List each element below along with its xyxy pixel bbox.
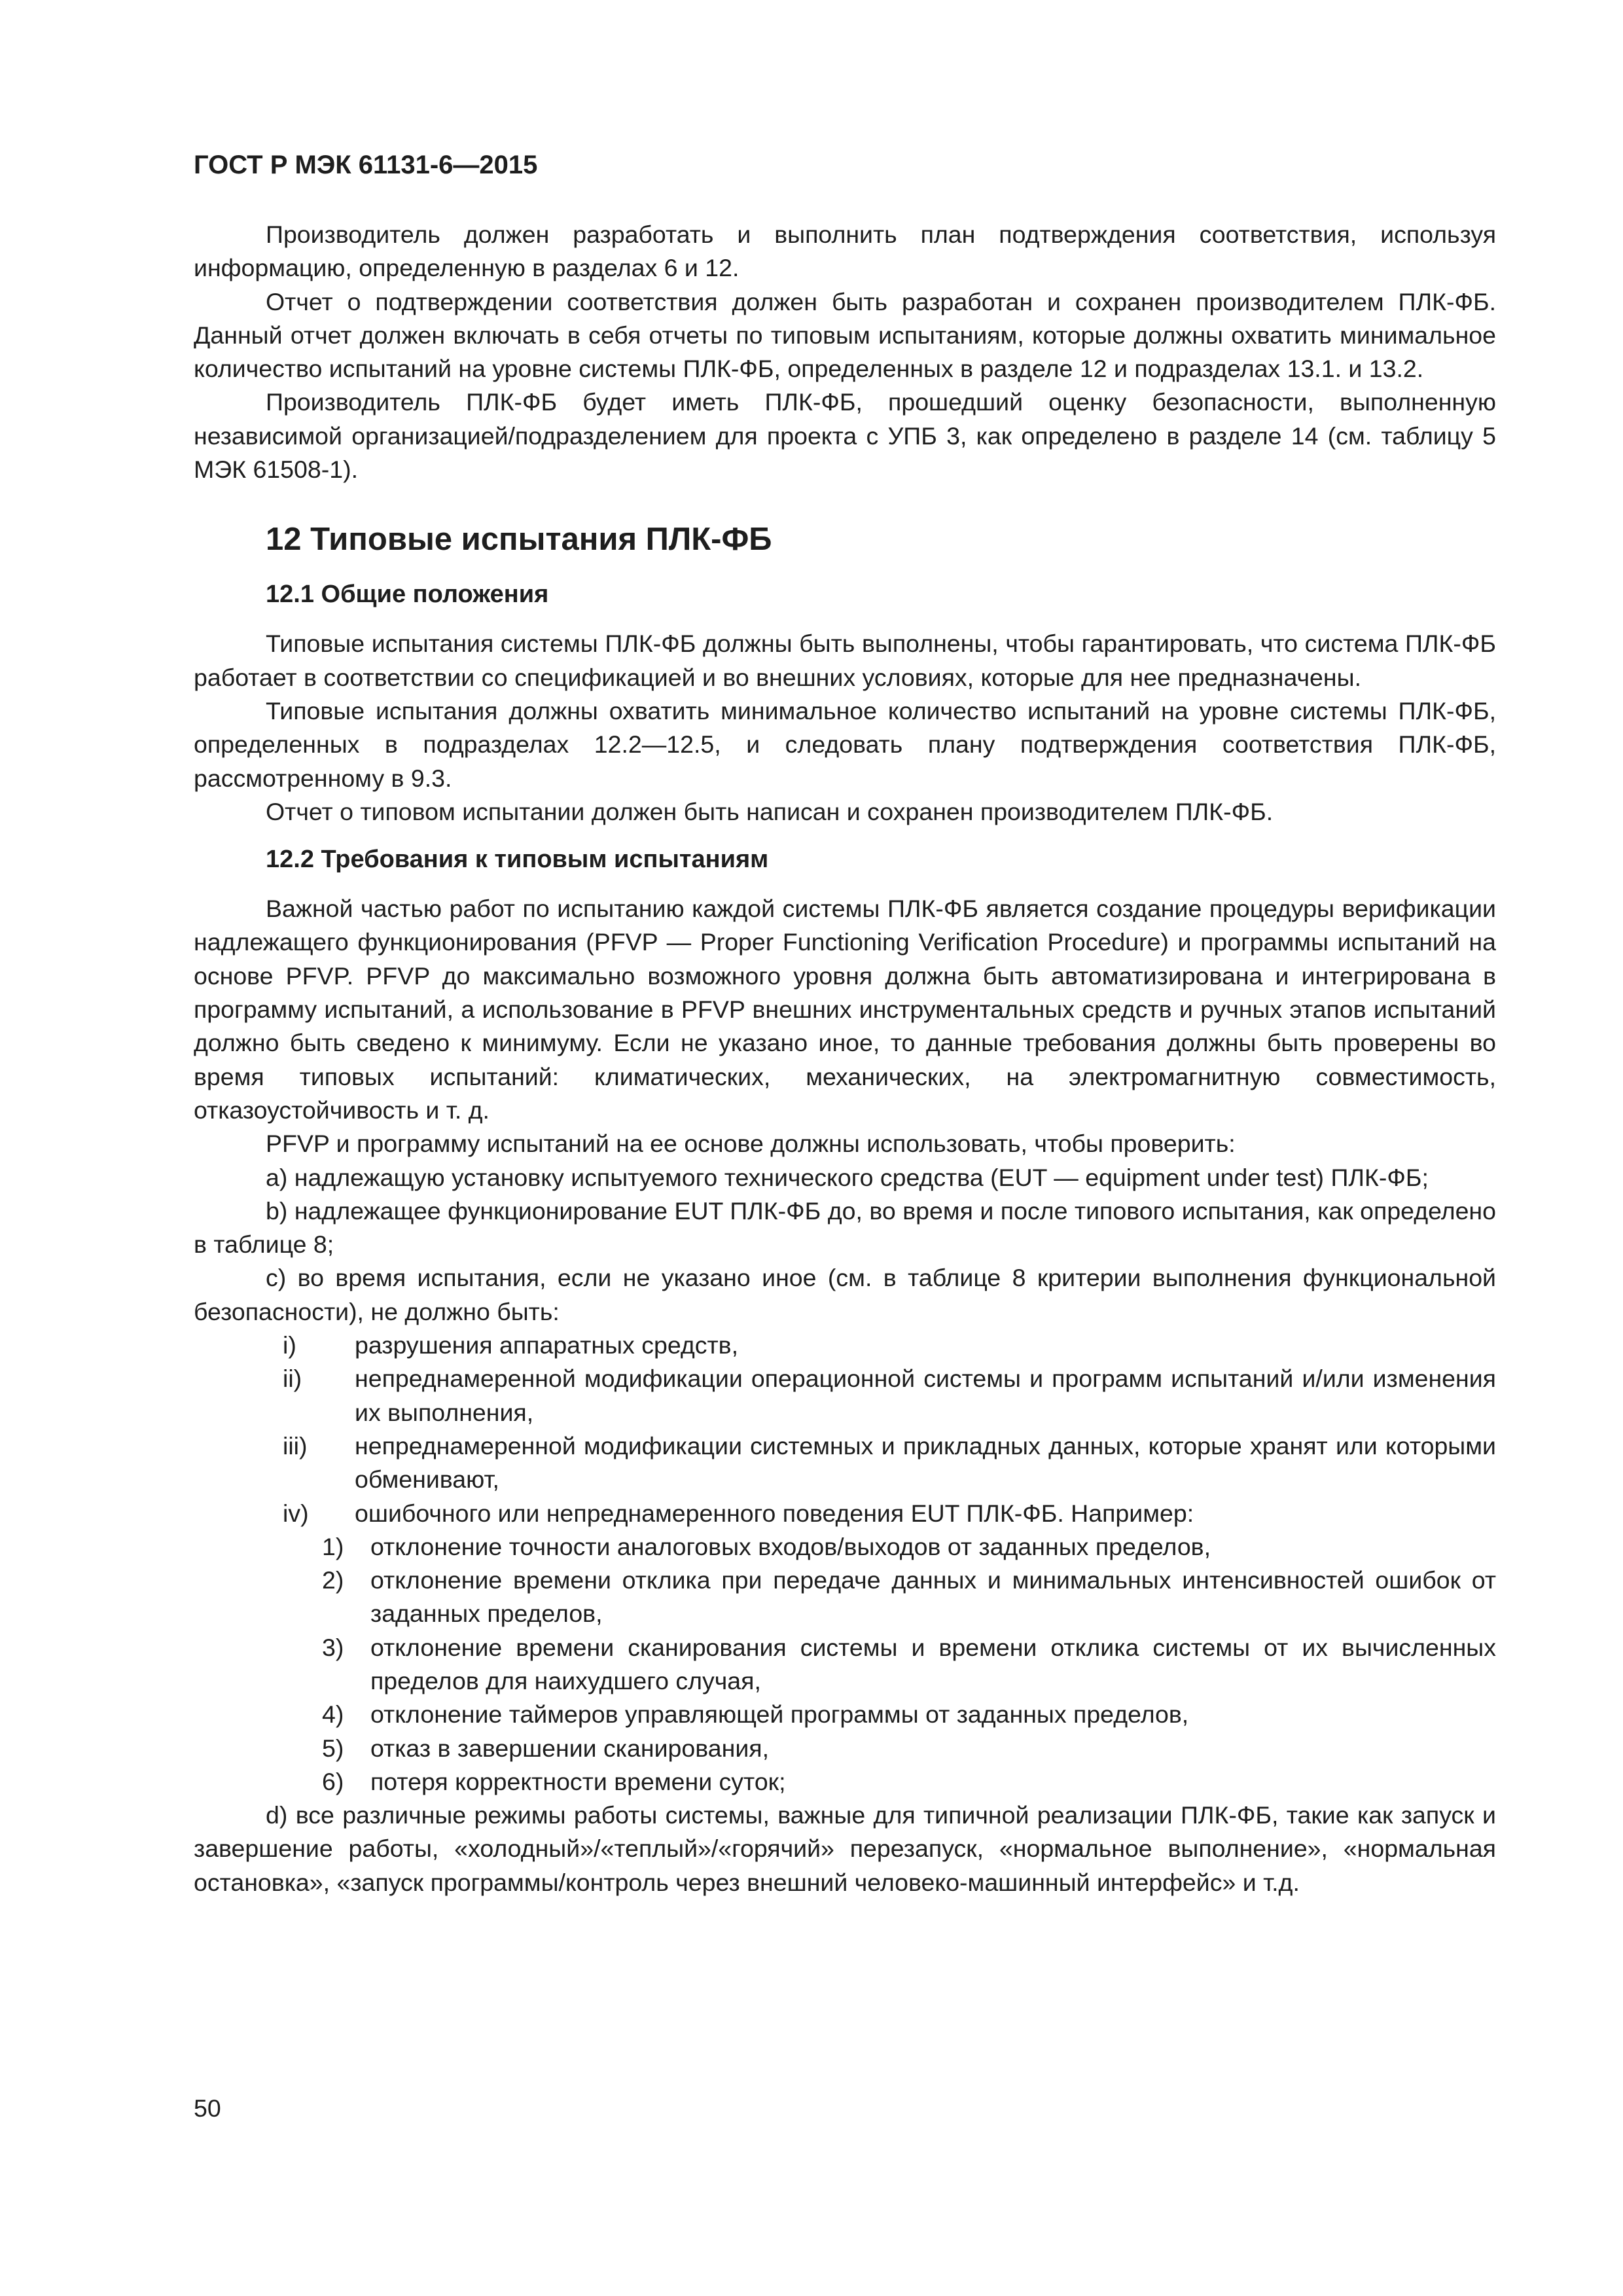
- list-item-text: отказ в завершении сканирования,: [370, 1734, 769, 1762]
- list-item-text: отклонение точности аналоговых входов/выходов от заданных пределов,: [370, 1532, 1211, 1560]
- list-marker: 2): [322, 1566, 344, 1594]
- numbered-list-item: [194, 1631, 1496, 1698]
- numbered-list-item: [194, 1698, 1496, 1731]
- page-number: 50: [194, 2094, 221, 2122]
- list-item-b: b) надлежащее функционирование EUT ПЛК-ФБ до, во время и после типового испытания, как определено в таблице 8;: [194, 1196, 1496, 1259]
- roman-list-item: [194, 1362, 1496, 1429]
- paragraph: Отчет о типовом испытании должен быть написан и сохранен производителем ПЛК-ФБ.: [266, 797, 1274, 825]
- paragraph: Отчет о подтверждении соответствия должен быть разработан и сохранен производителем ПЛК-ФБ. Данный отчет должен включать в себя отчеты по типовым испытаниям, которые должны охватить минимальное количество испытаний на уровне системы ПЛК-ФБ, определенных в разделе 12 и подразделах 13.1. и 13.2.: [194, 287, 1496, 383]
- paragraph: PFVP и программу испытаний на ее основе должны использовать, чтобы проверить:: [266, 1130, 1236, 1158]
- list-item-text: отклонение времени сканирования системы и времени отклика системы от их вычисленных пределов для наихудшего случая,: [370, 1633, 1496, 1695]
- paragraph: Производитель должен разработать и выполнить план подтверждения соответствия, используя информацию, определенную в разделах 6 и 12.: [194, 221, 1496, 282]
- list-marker: ii): [283, 1365, 302, 1393]
- list-item-text: потеря корректности времени суток;: [370, 1767, 786, 1795]
- list-marker: i): [283, 1331, 296, 1359]
- list-item-c: с) во время испытания, если не указано иное (см. в таблице 8 критерии выполнения функциональной безопасности), не должно быть:: [194, 1264, 1496, 1325]
- numbered-list-item: [194, 1732, 1496, 1765]
- roman-list-item: [194, 1329, 1496, 1362]
- roman-list-item: [194, 1429, 1496, 1497]
- list-marker: iii): [283, 1431, 308, 1460]
- list-marker: iv): [283, 1499, 309, 1527]
- document-header: ГОСТ Р МЭК 61131-6—2015: [194, 151, 538, 179]
- paragraph: Типовые испытания системы ПЛК-ФБ должны быть выполнены, чтобы гарантировать, что система ПЛК-ФБ работает в соответствии со спецификацией и во внешних условиях, которые для нее предназначены.: [194, 630, 1496, 691]
- list-marker: 4): [322, 1700, 344, 1729]
- list-item-text: разрушения аппаратных средств,: [355, 1331, 738, 1359]
- roman-list-item: [194, 1497, 1496, 1530]
- list-marker: 5): [322, 1734, 344, 1762]
- list-marker: 6): [322, 1767, 344, 1795]
- paragraph: Важной частью работ по испытанию каждой системы ПЛК-ФБ является создание процедуры верификации надлежащего функционирования (PFVP — Proper Functioning Verification Procedure) и программы испытаний на основе PFVP. PFVP до максимально возможного уровня должна быть автоматизирована и интегрирована в программу испытаний, а использование в PFVP внешних инструментальных средств и ручных этапов испытаний должно быть сведено к минимуму. Если не указано иное, то данные требования должны быть проверены во время типовых испытаний: климатических, механических, на электромагнитную совместимость, отказоустойчивость и т. д.: [194, 895, 1496, 1124]
- list-item-text: непреднамеренной модификации операционной системы и программ испытаний и/или изменения их выполнения,: [355, 1365, 1496, 1426]
- numbered-list-item: [194, 1530, 1496, 1564]
- list-item-d: d) все различные режимы работы системы, важные для типичной реализации ПЛК-ФБ, такие как запуск и завершение работы, «холодный»/«теплый»/«горячий» перезапуск, «нормальное выполнение», «нормальная остановка», «запуск программы/контроль через внешний человеко-машинный интерфейс» и т.д.: [194, 1801, 1496, 1896]
- list-item-text: отклонение таймеров управляющей программы от заданных пределов,: [370, 1700, 1189, 1729]
- subsection-heading: 12.1 Общие положения: [266, 581, 549, 609]
- list-marker: 1): [322, 1532, 344, 1560]
- paragraph: Типовые испытания должны охватить минимальное количество испытаний на уровне системы ПЛК-ФБ, определенных в подразделах 12.2—12.5, и следовать плану подтверждения соответствия ПЛК-ФБ, рассмотренному в 9.3.: [194, 696, 1496, 792]
- list-item-text: отклонение времени отклика при передаче данных и минимальных интенсивностей ошибок от заданных пределов,: [370, 1566, 1496, 1628]
- list-marker: 3): [322, 1633, 344, 1661]
- subsection-heading: 12.2 Требования к типовым испытаниям: [266, 846, 769, 874]
- paragraph: Производитель ПЛК-ФБ будет иметь ПЛК-ФБ, прошедший оценку безопасности, выполненную независимой организацией/подразделением для проекта с УПБ 3, как определено в разделе 14 (см. таблицу 5 МЭК 61508-1).: [194, 388, 1496, 484]
- list-item-text: непреднамеренной модификации системных и прикладных данных, которые хранят или которыми обменивают,: [355, 1431, 1496, 1494]
- numbered-list-item: [194, 1765, 1496, 1799]
- list-item-a: а) надлежащую установку испытуемого технического средства (EUT — equipment under test) ПЛК-ФБ;: [266, 1163, 1429, 1191]
- list-item-text: ошибочного или непреднамеренного поведения EUT ПЛК-ФБ. Например:: [355, 1499, 1194, 1527]
- numbered-list-item: [194, 1564, 1496, 1631]
- document-page: [194, 148, 1496, 1899]
- section-heading: 12 Типовые испытания ПЛК-ФБ: [266, 522, 772, 558]
